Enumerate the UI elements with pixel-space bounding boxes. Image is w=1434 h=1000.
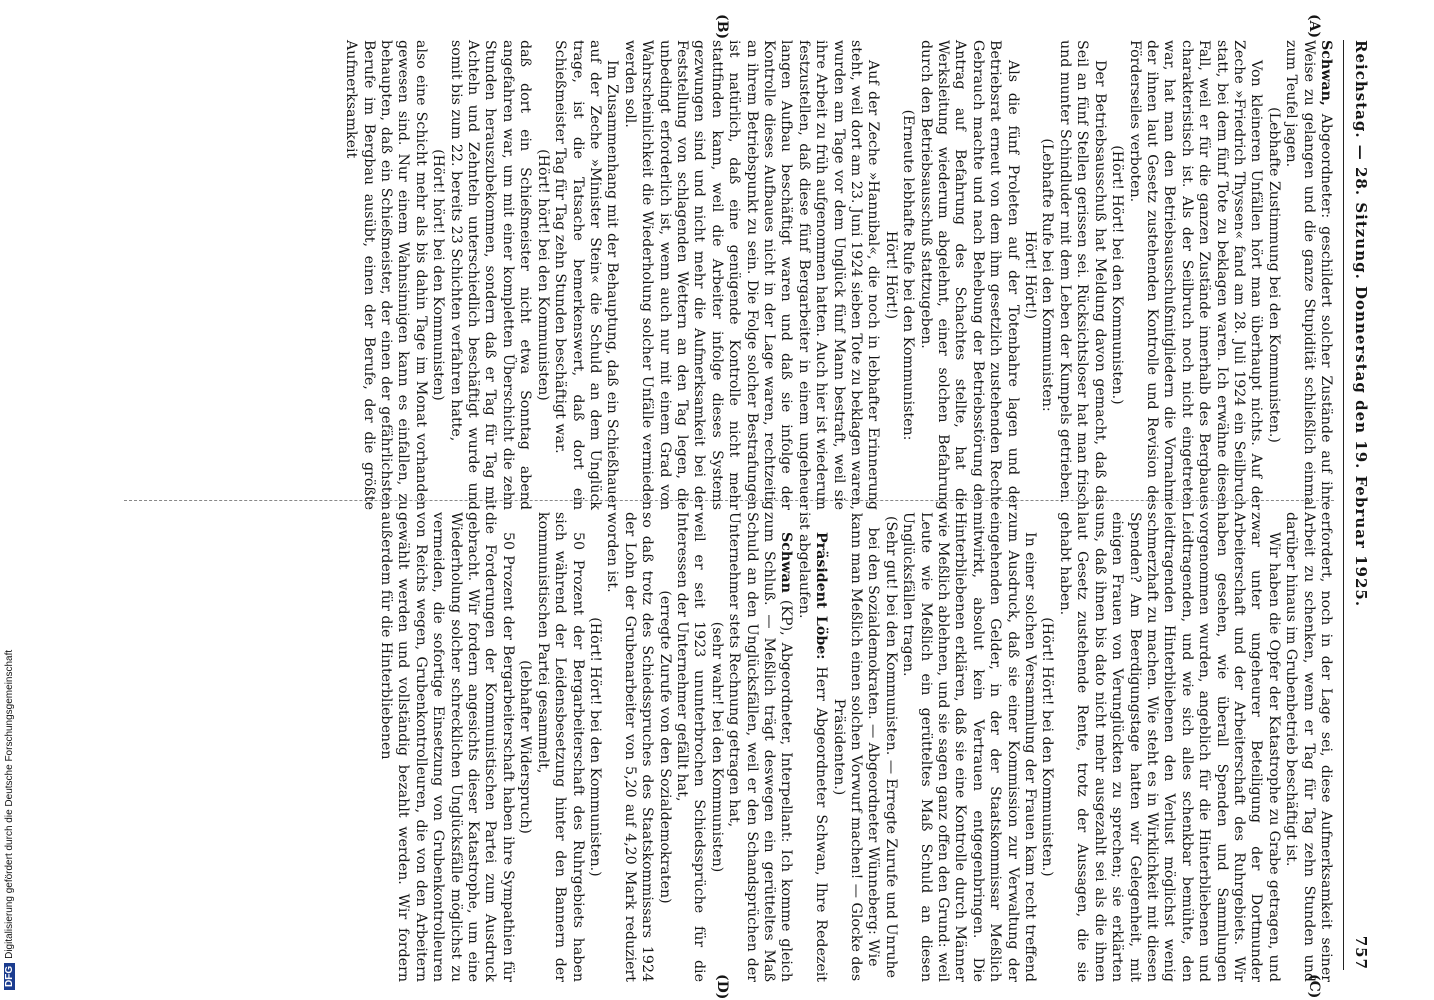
left-paragraph-6: Im Zusammenhang mit der Behauptung, daß ein Schießhauer auf der Zeche »Minister Stein« die Schuld an dem Unglück trage, ist die Tatsache bemerkenswert, daß dort ein Schießmeister Tag für Tag zehn Stunden beschäftigt war. <box>552 40 621 510</box>
speaker-statement: Schwan (KP), Abgeordneter, Interpellant: Ich komme gleich zum Schluß. — Meßlich trägt deswegen ein gerütteltes Maß Schuld an den Unglücksfällen, weil er den Schandsprüchen der Unternehmer stets Rechnung getragen hat, <box>726 512 795 982</box>
left-paragraph-7: daß dort ein Schießmeister nicht etwa Sonntag abend angefahren war, um mit einer kompletten Überschicht die zehn Stunden herauszubekommen, sondern daß er Tag für Tag mit Achteln und Zehnteln unterschiedlich beschäftigt wurde und somit bis zum 22. bereits 23 Schichten verfahren hatte, <box>447 40 534 510</box>
margin-letter-c: (C) <box>1306 974 1322 999</box>
left-paragraph-2: Von kleineren Unfällen hört man überhaupt nichts. Auf der Zeche »Friedrich Thyssen« fand am 28. Juli 1924 ein Seilbruch statt, bei dem fünf Tote zu beklagen waren. Ich erwähne diesen Fall, weil er für die ganzen Zustände innerhalb des Bergbaues charakteristisch ist. Als der Seilbruch noch nicht eingetreten war, hat man den Betriebsausschußmitgliedern die Vornahme der ihnen laut Gesetz zustehenden Kontrolle und Revision des Förderseiles verboten. <box>1126 40 1265 510</box>
right-paragraph-5: so daß trotz des Schiedsspruches des Staatskommissars 1924 der Lohn der Grubenarbeiter von 5,20 auf 4,20 Mark reduziert worden ist. <box>604 512 656 982</box>
dfg-logo-icon: DFG <box>4 963 15 990</box>
right-reaction-3: (sehr wahr! bei den Kommunisten) <box>708 621 725 873</box>
left-reaction-3b: Hört! Hört!) <box>1022 230 1039 320</box>
header-title: Reichstag. — 28. Sitzung. Donnerstag den 19. Februar 1925. <box>1352 40 1370 608</box>
speaker2-name: Schwan <box>778 532 795 593</box>
left-paragraph-5: Auf der Zeche »Hannibal«, die noch in lebhafter Erinnerung steht, weil dort am 23. Juni 1924 sieben Tote zu beklagen waren, wurden am Tage vor dem Unglück fünf Mann bestraft, weil sie ihre Arbeit zu früh aufgenommen hatten. Auch hier ist wiederum festzustellen, daß diese fünf Bergarbeiter in einem ungeheuer langen Aufbau beschäftigt waren und daß sie infolge der Kontrolle dieses Aufbaues nicht in der Lage waren, rechtzeitig an ihrem Betriebspunkt zu sein. Die Folge solcher Bestrafungen ist natürlich, daß eine genügende Kontrolle nicht mehr stattfinden kann, weil die Arbeiter infolge dieses Systems gezwungen sind und nicht mehr die Aufmerksamkeit bei der Feststellung von schlagenden Wettern an den Tag legen, die unbedingt erforderlich ist, wenn auch nur mit einem Grad von Wahrscheinlichkeit die Wiederholung solcher Unfälle vermieden werden soll. <box>621 40 882 510</box>
president-name: Präsident Löbe: <box>813 532 830 660</box>
speaker-role: Abgeordneter: <box>1318 113 1334 219</box>
right-reaction-5: (Hört! Hört! bei den Kommunisten.) <box>586 617 603 877</box>
president-statement: Präsident Löbe: Herr Abgeordneter Schwan, Ihre Redezeit ist abgelaufen. <box>795 512 830 982</box>
right-reaction-1: (Hört! Hört! bei den Kommunisten.) <box>1039 617 1056 877</box>
left-paragraph-4: Als die fünf Proleten auf der Totenbahre lagen und der Betriebsrat erneut von dem ihm gesetzlich zustehenden Rechte Gebrauch machte und nach Behebung der Betriebsstörung den Antrag auf Befahrung des Schachtes stellte, hat die Werksleitung wiederum abgelehnt, einer solchen Befahrung durch den Betriebsausschuß stattzugeben. <box>917 40 1021 510</box>
right-paragraph-2: Wir haben die Opfer der Katastrophe zu Grabe getragen, und zwar unter ungeheurer Beteiligung der Dortmunder Arbeiterschaft und der Arbeiterschaft des Ruhrgebiets. Wir haben gesehen, wie überall Spenden und Sammlungen vorgenommen wurden, angeblich für die Hinterbliebenen und Leidtragenden, und wie sich alles schenkbar bemühte, den leidtragenden Hinterbliebenen den Verlust möglichst wenig schmerzhaft zu machen. Wie steht es in Wirklichkeit mit diesen Spenden? Am Beerdigungstage hatten wir Gelegenheit, mit einigen Frauen von Verunglückten zu sprechen; sie erklärten uns, daß ihnen bis dato nicht mehr ausgezahlt sei als die ihnen laut Gesetz zustehende Rente, trotz der Aussagen, die sie gehabt haben. <box>1056 512 1282 982</box>
right-column <box>377 512 1334 982</box>
left-reaction-4: (Erneute lebhafte Rufe bei den Kommunisten: <box>900 109 917 441</box>
right-paragraph-3: In einer solchen Versammlung der Frauen kam recht treffend zum Ausdruck, daß sie einer Kommission zur Verwaltung der eingehenden Gelder, in der der Staatskommissar Meßlich mitwirkt, absolut kein Vertrauen entgegenbringen. Die Hinterbliebenen erklären, daß sie eine Kontrolle durch Männer wie Meßlich ablehnen, und sie sagen ganz offen den Grund: weil Leute wie Meßlich ein gerütteltes Maß Schuld an diesen Unglücksfällen tragen. <box>900 512 1039 982</box>
header-rule <box>1343 40 1344 970</box>
speaker-name: Schwan, <box>1318 40 1334 106</box>
right-reaction-4: (erregte Zurufe von den Sozialdemokraten) <box>656 590 673 904</box>
left-reaction-2: (Hört! Hört! bei den Kommunisten.) <box>1109 145 1126 405</box>
left-column <box>342 40 1334 510</box>
left-reaction-3: (Lebhafte Rufe bei den Kommunisten: <box>1039 138 1056 412</box>
page-number: 757 <box>1352 935 1370 970</box>
left-reaction-1: (Lebhafte Zustimmung bei den Kommunisten.) <box>1265 107 1282 443</box>
left-reaction-4b: Hört! Hört!) <box>882 230 899 320</box>
page-header <box>1344 40 1374 970</box>
margin-letter-d: (D) <box>714 974 730 1000</box>
right-paragraph-7: 50 Prozent der Bergarbeiterschaft haben ihre Sympathien für die Forderungen der Kommunistischen Partei zum Ausdruck gebracht. Wir fordern angesichts dieser Katastrophe, um eine Wiederholung solcher schrecklichen Unglücksfälle möglichst zu vermeiden, die sofortige Einsetzung von Grubenkontrolleuren von Reichs wegen, Grubenkontrolleuren, die von den Arbeitern gewählt werden und vollständig bezahlt werden. Wir fordern außerdem für die Hinterbliebenen <box>378 512 516 982</box>
margin-letter-a: (A) <box>1306 14 1322 39</box>
left-paragraph-3: Der Betriebsausschuß hat Meldung davon gemacht, daß das Seil an fünf Stellen gerissen sei. Rücksichtsloser hat man frisch und munter Schindluder mit dem Leben der Kumpels getrieben. <box>1056 40 1108 510</box>
right-paragraph-1: erfordert, noch in der Lage sei, diese Aufmerksamkeit seiner Arbeit zu schenken, wenn er Tag für Tag zehn Stunden und darüber hinaus im Grubenbetrieb beschäftigt ist. <box>1283 512 1334 982</box>
left-paragraph-1: Schwan, Abgeordneter: geschildert solcher Zustände auf ihre Weise zu gelangen und die ganze Stupidität schließlich einmal zum Teufel jagen. <box>1283 40 1334 511</box>
funding-note-text: Digitalisierung gefördert durch die Deutsche Forschungsgemeinschaft <box>4 649 15 959</box>
left-reaction-6: (Hört! hört! bei den Kommunisten) <box>430 149 447 401</box>
left-reaction-5: (Hört! hört! bei den Kommunisten) <box>534 149 551 401</box>
margin-letter-b: (B) <box>714 14 730 40</box>
funding-note <box>4 650 15 990</box>
right-paragraph-6: 50 Prozent der Bergarbeiterschaft des Ruhrgebiets haben sich während der Leidensbesetzung hinter den Bannern der kommunistischen Partei gesammelt, <box>534 512 586 982</box>
right-reaction-6: (lebhafter Widerspruch) <box>517 660 534 834</box>
right-paragraph-4: weil er seit 1923 ununterbrochen Schiedssprüche für die Interessen der Unternehmer gefällt hat, <box>673 512 708 982</box>
right-reaction-2: (Sehr gut! bei den Kommunisten. — Erregte Zurufe und Unruhe bei den Sozialdemokraten. — Abgeordneter Wünneberg: Wie kann man Meßlich einen solchen Vorwurf machen! — Glocke des Präsidenten.) <box>830 512 899 982</box>
document-page <box>90 0 1380 1000</box>
left-paragraph-8: also eine Schicht mehr als bis dahin Tage im Monat vorhanden gewesen sind. Nur einem Wahnsinnigen kann es einfallen, zu behaupten, daß ein Schießmeister, der einen der gefährlichsten Berufe im Bergbau ausübt, einen der Berufe, der die größte Aufmerksamkeit <box>343 40 429 510</box>
